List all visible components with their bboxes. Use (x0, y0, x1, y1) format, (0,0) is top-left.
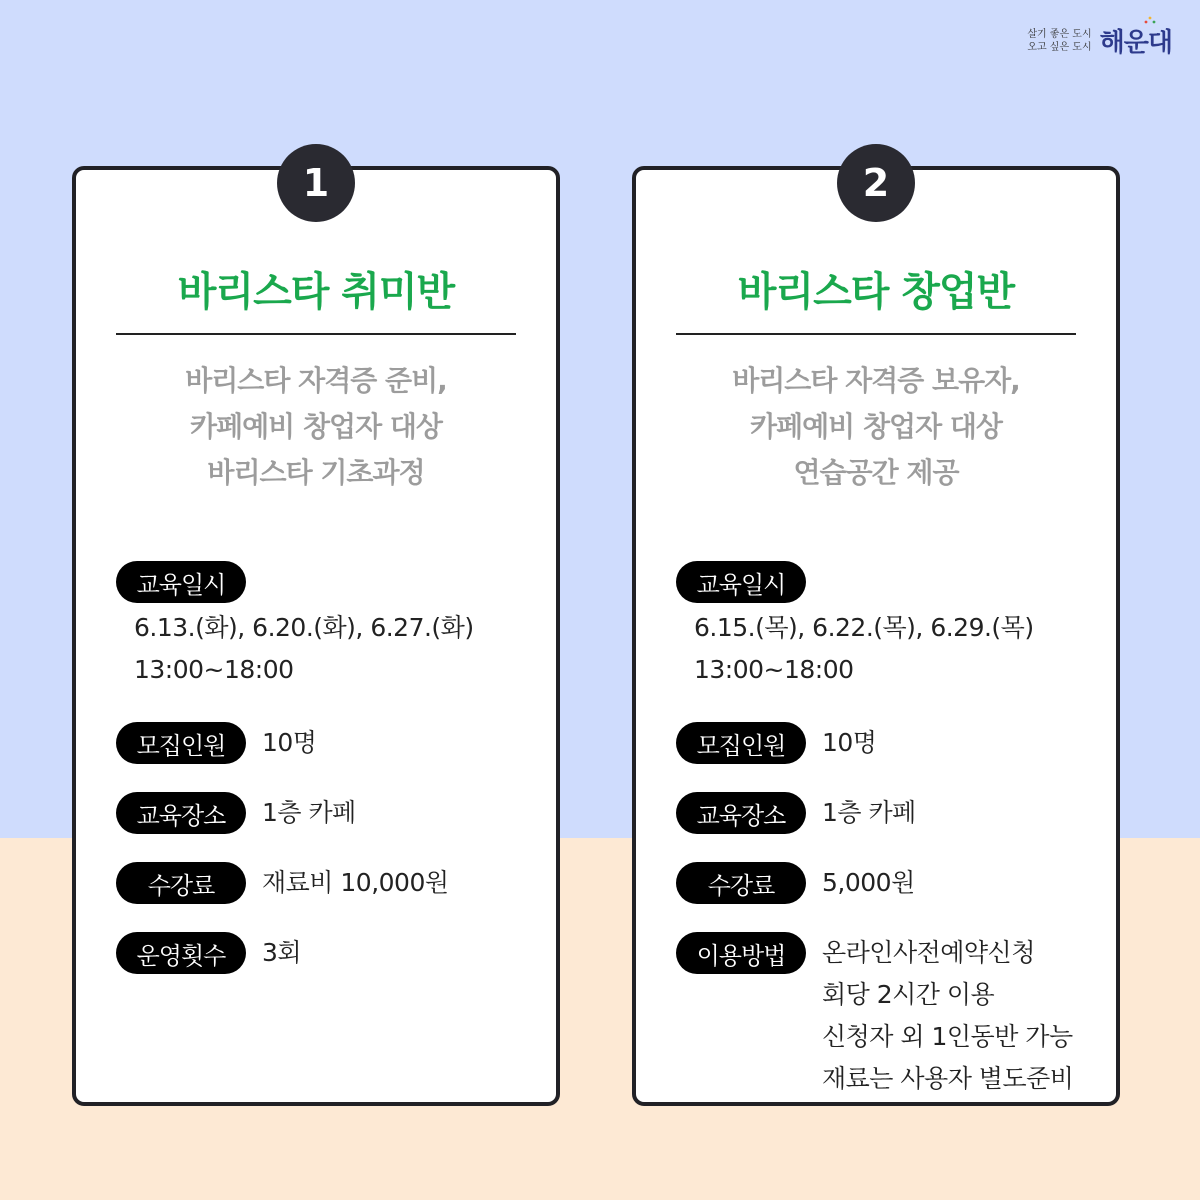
logo-sparkle-icon (1144, 16, 1156, 24)
capacity-label: 모집인원 (676, 722, 806, 764)
fee-label: 수강료 (116, 862, 246, 904)
card-number-badge: 2 (837, 144, 915, 222)
description-line: 카페예비 창업자 대상 (190, 410, 442, 443)
usage-line: 재료는 사용자 별도준비 (822, 1064, 1074, 1093)
schedule-time: 13:00~18:00 (694, 655, 854, 684)
card-description (636, 358, 1116, 496)
location-value: 1층 카페 (262, 798, 356, 827)
card-number-badge: 1 (277, 144, 355, 222)
description-line: 바리스타 자격증 보유자, (732, 364, 1020, 397)
capacity-value: 10명 (262, 728, 317, 757)
title-divider (676, 333, 1076, 335)
capacity-value: 10명 (822, 728, 877, 757)
description-line: 바리스타 자격증 준비, (185, 364, 447, 397)
fee-value: 재료비 10,000원 (262, 868, 449, 897)
schedule-value (134, 607, 474, 691)
logo-slogan-line2: 오고 싶은 도시 (1027, 41, 1092, 53)
haeundae-logo (1027, 22, 1172, 59)
title-divider (116, 333, 516, 335)
usage-line: 회당 2시간 이용 (822, 980, 995, 1009)
description-line: 바리스타 기초과정 (207, 456, 425, 489)
card-hobby-class (72, 161, 560, 1106)
description-line: 연습공간 제공 (793, 456, 959, 489)
schedule-label: 교육일시 (116, 561, 246, 603)
schedule-label: 교육일시 (676, 561, 806, 603)
capacity-label: 모집인원 (116, 722, 246, 764)
schedule-value (694, 607, 1034, 691)
fee-value: 5,000원 (822, 868, 915, 897)
logo-slogan (1027, 28, 1091, 54)
fee-label: 수강료 (676, 862, 806, 904)
schedule-dates: 6.13.(화), 6.20.(화), 6.27.(화) (134, 613, 474, 642)
card-title: 바리스타 창업반 (737, 269, 1015, 315)
usage-label: 이용방법 (676, 932, 806, 974)
location-value: 1층 카페 (822, 798, 916, 827)
sessions-value: 3회 (262, 938, 302, 967)
logo-brand-text: 해운대 (1099, 28, 1172, 58)
description-line: 카페예비 창업자 대상 (750, 410, 1002, 443)
location-label: 교육장소 (116, 792, 246, 834)
sessions-label: 운영횟수 (116, 932, 246, 974)
schedule-time: 13:00~18:00 (134, 655, 294, 684)
logo-brand (1100, 22, 1172, 59)
location-label: 교육장소 (676, 792, 806, 834)
card-startup-class (632, 161, 1120, 1106)
card-title: 바리스타 취미반 (177, 269, 455, 315)
usage-line: 신청자 외 1인동반 가능 (822, 1022, 1073, 1051)
card-description (76, 358, 556, 496)
usage-value (822, 932, 1073, 1100)
schedule-dates: 6.15.(목), 6.22.(목), 6.29.(목) (694, 613, 1034, 642)
logo-slogan-line1: 살기 좋은 도시 (1027, 28, 1092, 40)
usage-line: 온라인사전예약신청 (822, 938, 1035, 967)
